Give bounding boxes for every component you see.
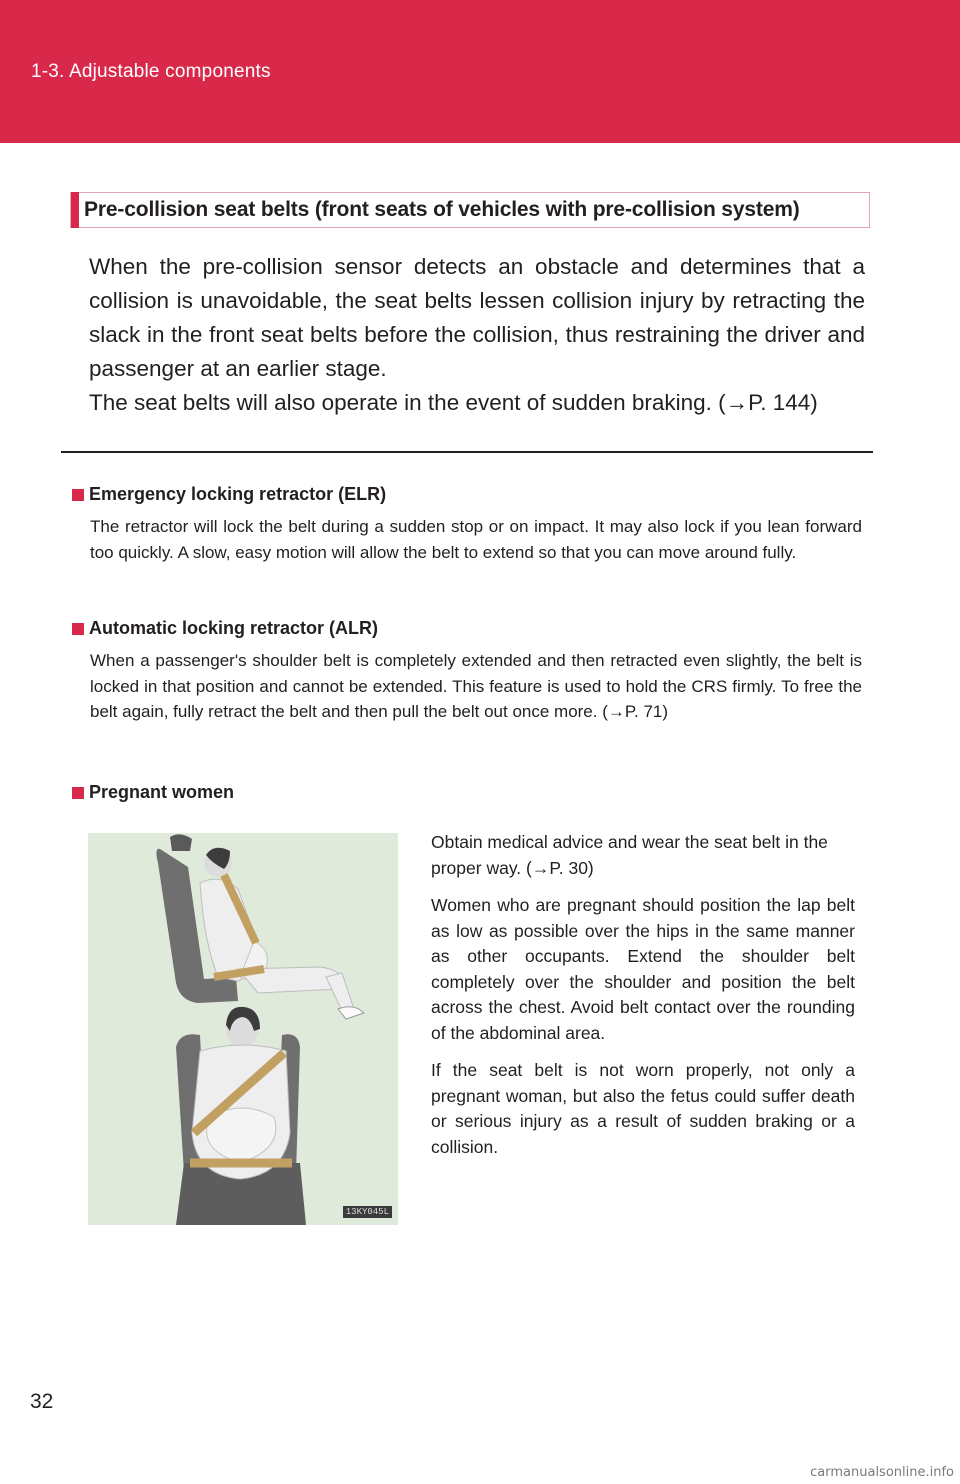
note-heading: Pregnant women bbox=[89, 782, 235, 802]
note-body: The retractor will lock the belt during a sudden stop or on impact. It may also lock if you lean forward too quickly. A slow, easy motion will allow the belt to extend so that you can move around fully. bbox=[90, 517, 862, 562]
section-label: 1-3. Adjustable components bbox=[31, 61, 271, 82]
pregnant-paragraph: Obtain medical advice and wear the seat belt in the proper way. (→P. 30) bbox=[431, 832, 828, 878]
note-alr bbox=[72, 618, 862, 725]
square-bullet-icon bbox=[72, 489, 84, 501]
header-band bbox=[0, 0, 960, 143]
note-elr bbox=[72, 484, 862, 565]
note-heading: Automatic locking retractor (ALR) bbox=[89, 618, 379, 638]
section-divider bbox=[61, 451, 873, 453]
subsection-title: Pre-collision seat belts (front seats of vehicles with pre-collision system) bbox=[84, 198, 800, 221]
figure-code: 13KY045L bbox=[343, 1206, 392, 1218]
note-body: When a passenger's shoulder belt is completely extended and then retracted even slightly, the belt is locked in that position and cannot be extended. This feature is used to hold the CRS firmly. To free the belt again, fully retract the belt and then pull the belt out once more. (→P. 71) bbox=[90, 651, 862, 721]
intro-text bbox=[89, 250, 865, 420]
intro-paragraph: When the pre-collision sensor detects an obstacle and determines that a collision is unavoidable, the seat belts lessen collision injury by retracting the slack in the front seat belts before the collision, thus restraining the driver and passenger at an earlier stage. bbox=[89, 254, 865, 381]
square-bullet-icon bbox=[72, 623, 84, 635]
square-bullet-icon bbox=[72, 787, 84, 799]
page-number: 32 bbox=[30, 1390, 54, 1413]
pregnant-seatbelt-illustration bbox=[88, 833, 398, 1225]
title-tab-marker bbox=[71, 192, 79, 228]
pregnant-paragraph: If the seat belt is not worn properly, not only a pregnant woman, but also the fetus could suffer death or serious injury as a result of sudden braking or a collision. bbox=[431, 1060, 855, 1157]
pregnant-women-text bbox=[431, 830, 855, 1172]
pregnant-paragraph: Women who are pregnant should position the lap belt as low as possible over the hips in the same manner as other occupants. Extend the shoulder belt completely over the shoulder and position the belt across the chest. Avoid belt contact over the rounding of the abdominal area. bbox=[431, 895, 855, 1043]
seatbelt-illustration-svg bbox=[88, 833, 398, 1225]
note-pregnant bbox=[72, 782, 234, 803]
subsection-title-box bbox=[70, 192, 870, 228]
watermark: carmanualsonline.info bbox=[810, 1465, 954, 1480]
note-heading: Emergency locking retractor (ELR) bbox=[89, 484, 387, 504]
intro-paragraph: The seat belts will also operate in the event of sudden braking. (→P. 144) bbox=[89, 390, 818, 415]
